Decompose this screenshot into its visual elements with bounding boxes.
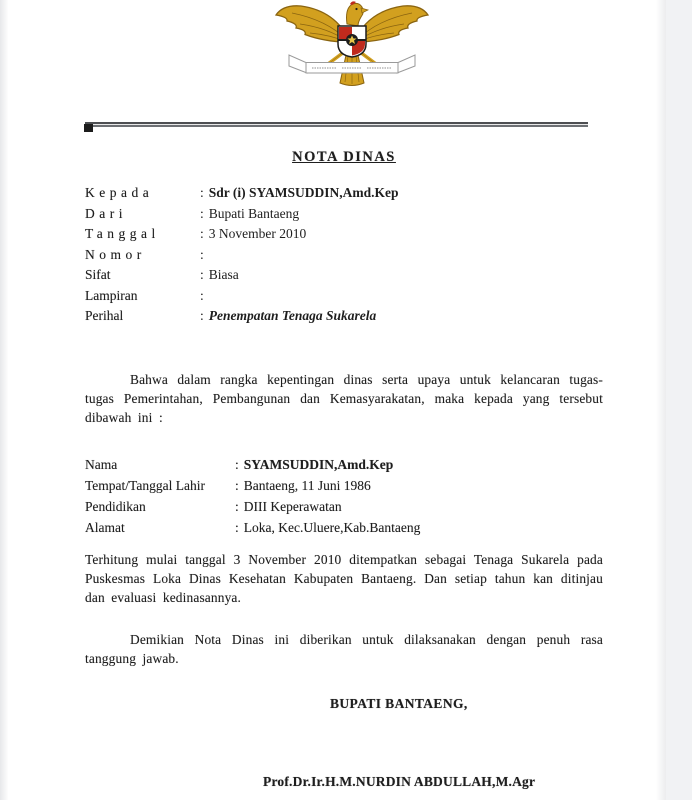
field-label: Lampiran (85, 287, 138, 303)
field-value: Bupati Bantaeng (208, 205, 300, 221)
detail-label: Pendidikan (85, 498, 146, 514)
page-right-shadow (656, 0, 666, 800)
detail-value: SYAMSUDDIN,Amd.Kep (243, 456, 394, 472)
detail-label: Tempat/Tanggal Lahir (85, 477, 205, 493)
field-lampiran (85, 286, 603, 307)
header-divider-rule (85, 122, 588, 128)
field-value: Penempatan Tenaga Sukarela (208, 308, 377, 323)
field-perihal (85, 306, 603, 327)
detail-value: DIII Keperawatan (243, 498, 342, 514)
detail-pendidikan (85, 496, 603, 517)
rule-left-mark (84, 124, 93, 132)
background-gutter (666, 0, 692, 800)
field-sifat (85, 265, 603, 286)
colon: : (200, 185, 204, 200)
opening-paragraph: Bahwa dalam rangka kepentingan dinas serta upaya untuk kelancaran tugas-tugas Pemerintahan, Pembangunan dan Kemasyarakatan, maka kepada yang tersebut dibawah ini : (85, 371, 603, 425)
colon: : (200, 246, 204, 262)
header-fields (85, 183, 603, 327)
assignment-paragraph: Terhitung mulai tanggal 3 November 2010 ditempatkan sebagai Tenaga Sukarela pada Puskesmas Loka Dinas Kesehatan Kabupaten Bantaeng. Dan setiap tahun kan ditinjau dan evaluasi kedinasannya. (85, 551, 603, 605)
person-details (85, 454, 603, 538)
field-nomor (85, 245, 603, 266)
detail-nama (85, 454, 603, 475)
field-value: 3 November 2010 (208, 226, 307, 241)
detail-value: Bantaeng, 11 Juni 1986 (243, 477, 371, 493)
field-dari (85, 204, 603, 225)
colon: : (200, 205, 204, 221)
colon: : (200, 267, 204, 282)
signature-name: Prof.Dr.Ir.H.M.NURDIN ABDULLAH,M.Agr (263, 773, 536, 789)
field-tanggal (85, 224, 603, 245)
detail-label: Nama (85, 456, 118, 472)
document-body (85, 91, 603, 790)
colon: : (235, 456, 239, 472)
detail-label: Alamat (85, 519, 125, 535)
field-label: Sifat (85, 267, 111, 282)
field-label: Nomor (85, 246, 146, 262)
field-kepada (85, 183, 603, 204)
detail-tempat-tanggal-lahir (85, 475, 603, 496)
colon: : (200, 287, 204, 303)
field-value: Sdr (i) SYAMSUDDIN,Amd.Kep (208, 185, 399, 200)
page-left-edge-shadow (0, 0, 8, 800)
colon: : (200, 226, 204, 241)
colon: : (235, 477, 239, 493)
colon: : (200, 308, 204, 323)
colon: : (235, 498, 239, 514)
field-label: Tanggal (85, 226, 160, 241)
field-label: Perihal (85, 308, 124, 323)
colon: : (235, 519, 239, 535)
field-value: Biasa (208, 267, 239, 282)
detail-value: Loka, Kec.Uluere,Kab.Bantaeng (243, 519, 421, 535)
page-title: NOTA DINAS (292, 149, 396, 165)
signature-title: BUPATI BANTAENG, (330, 695, 468, 711)
field-label: Dari (85, 205, 127, 221)
garuda-pancasila-icon (272, 0, 432, 91)
detail-alamat (85, 517, 603, 538)
closing-paragraph: Demikian Nota Dinas ini diberikan untuk dilaksanakan dengan penuh rasa tanggung jawab. (85, 631, 603, 666)
field-label: Kepada (85, 185, 154, 200)
